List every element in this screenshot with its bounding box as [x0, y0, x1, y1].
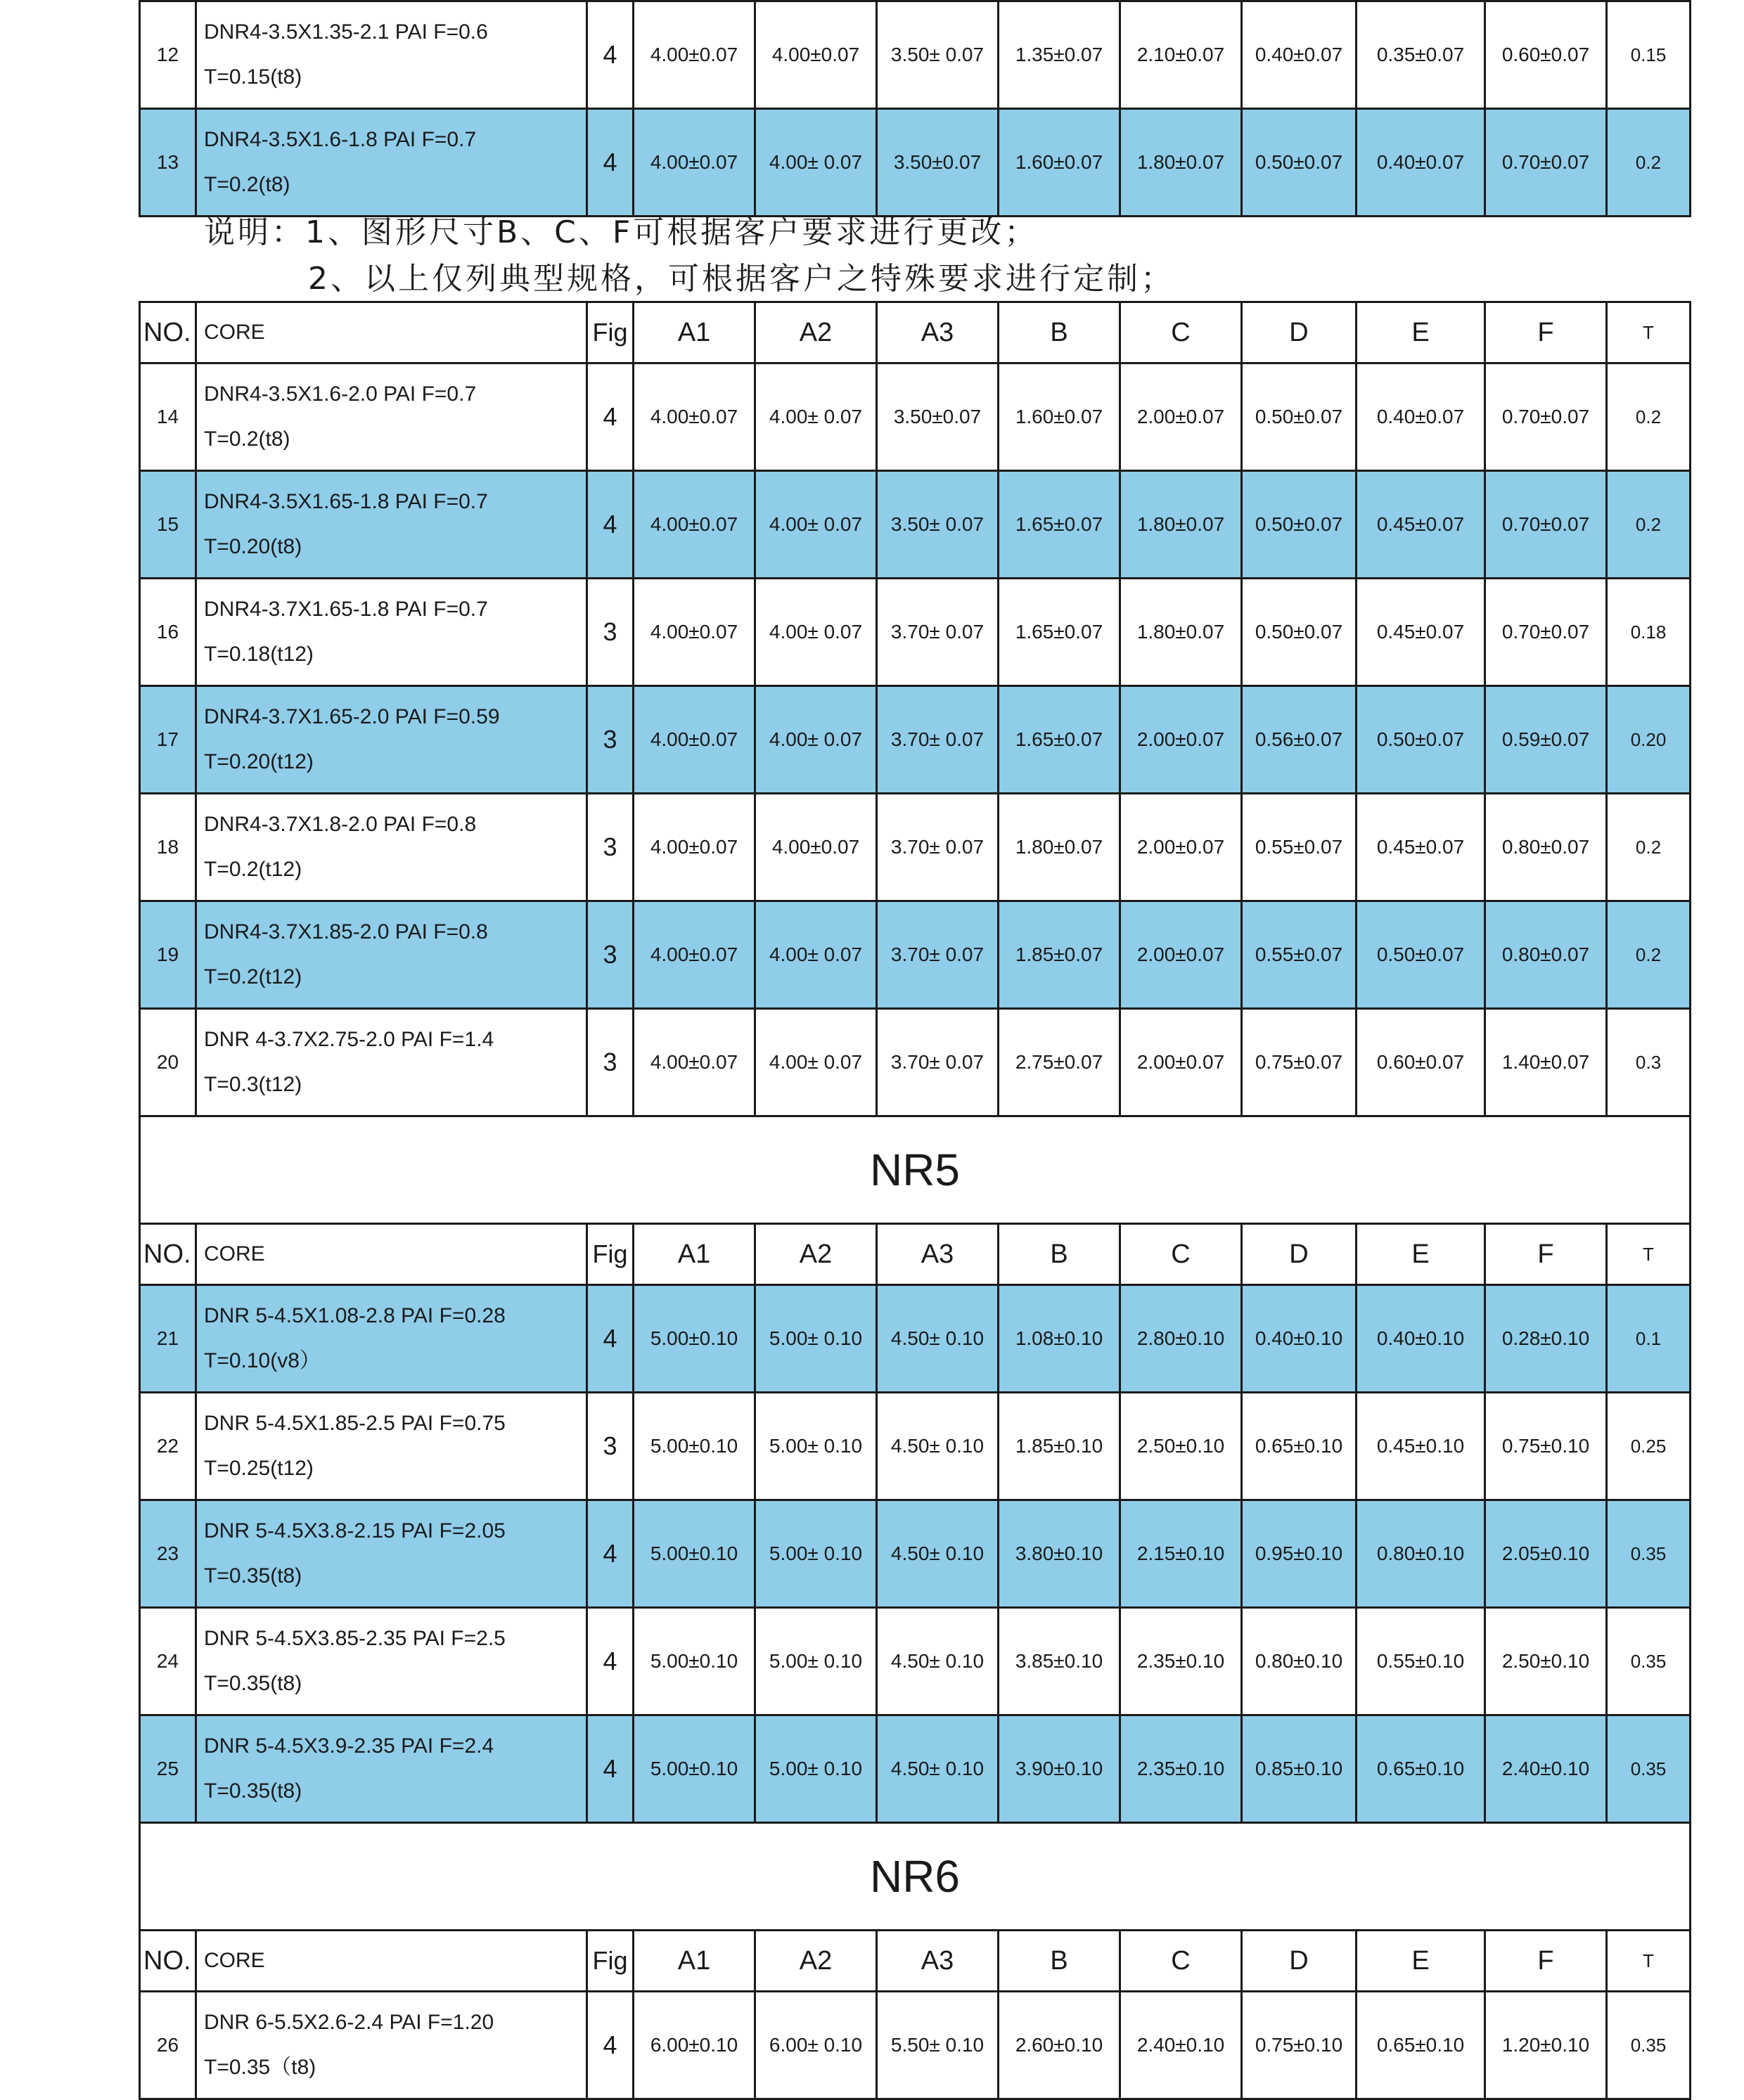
cell-a2: 5.00± 0.10	[755, 1393, 877, 1500]
table-row	[140, 794, 1691, 901]
cell-f: 1.40±0.07	[1485, 1009, 1607, 1116]
header-row	[140, 302, 1691, 363]
cell-a1: 5.00±0.10	[634, 1393, 755, 1500]
column-header-core: CORE	[196, 302, 587, 363]
cell-d: 0.55±0.07	[1242, 901, 1357, 1009]
cell-d: 0.55±0.07	[1242, 794, 1357, 901]
column-header-fig: Fig	[587, 1224, 634, 1285]
core-line-2: T=0.35(t8)	[204, 1564, 302, 1587]
cell-a1: 5.00±0.10	[634, 1715, 755, 1823]
core-line-2: T=0.20(t8)	[204, 535, 302, 558]
column-header-d: D	[1242, 302, 1357, 363]
cell-d: 0.50±0.07	[1242, 109, 1357, 217]
column-header-d: D	[1242, 1931, 1357, 1992]
cell-t: 0.18	[1607, 579, 1691, 686]
cell-a1: 4.00±0.07	[634, 686, 755, 794]
cell-a2: 5.00± 0.10	[755, 1608, 877, 1715]
table-row	[140, 109, 1691, 217]
cell-b: 1.80±0.07	[999, 794, 1120, 901]
cell-a1: 5.00±0.10	[634, 1608, 755, 1715]
spec-table-main	[139, 301, 1691, 2100]
column-header-t: T	[1607, 1224, 1691, 1285]
core-line-2: T=0.2(t12)	[204, 965, 302, 988]
cell-c: 2.00±0.07	[1120, 901, 1242, 1009]
cell-a3: 4.50± 0.10	[877, 1393, 999, 1500]
cell-t: 0.35	[1607, 1715, 1691, 1823]
cell-a3: 3.70± 0.07	[877, 901, 999, 1009]
cell-fig: 4	[587, 1715, 634, 1823]
cell-b: 3.90±0.10	[999, 1715, 1120, 1823]
note-line-1: 说明：1、图形尺寸B、C、F可根据客户要求进行更改；	[204, 214, 1039, 250]
core-line-1: DNR 5-4.5X1.85-2.5 PAI F=0.75	[204, 1412, 506, 1435]
cell-a2: 5.00± 0.10	[755, 1285, 877, 1393]
cell-c: 2.00±0.07	[1120, 1009, 1242, 1116]
cell-no: 21	[140, 1285, 196, 1393]
cell-a1: 6.00±0.10	[634, 1992, 755, 2099]
cell-a3: 3.50±0.07	[877, 109, 999, 217]
column-header-e: E	[1357, 1224, 1485, 1285]
cell-t: 0.1	[1607, 1285, 1691, 1393]
cell-a1: 4.00±0.07	[634, 1, 755, 109]
core-line-2: T=0.18(t12)	[204, 643, 314, 666]
column-header-a2: A2	[755, 302, 877, 363]
cell-fig: 3	[587, 1009, 634, 1116]
cell-f: 0.80±0.07	[1485, 901, 1607, 1009]
cell-e: 0.50±0.07	[1357, 686, 1485, 794]
column-header-b: B	[999, 1224, 1120, 1285]
core-line-2: T=0.15(t8)	[204, 65, 302, 89]
cell-core	[196, 471, 587, 579]
cell-t: 0.15	[1607, 1, 1691, 109]
cell-a1: 4.00±0.07	[634, 471, 755, 579]
cell-f: 0.80±0.07	[1485, 794, 1607, 901]
cell-f: 0.59±0.07	[1485, 686, 1607, 794]
cell-a1: 4.00±0.07	[634, 901, 755, 1009]
cell-d: 0.40±0.10	[1242, 1285, 1357, 1393]
cell-a1: 5.00±0.10	[634, 1285, 755, 1393]
cell-b: 1.65±0.07	[999, 579, 1120, 686]
cell-no: 23	[140, 1500, 196, 1608]
column-header-e: E	[1357, 302, 1485, 363]
cell-a2: 4.00±0.07	[755, 1, 877, 109]
cell-b: 2.75±0.07	[999, 1009, 1120, 1116]
cell-f: 0.70±0.07	[1485, 579, 1607, 686]
cell-d: 0.56±0.07	[1242, 686, 1357, 794]
cell-core	[196, 1393, 587, 1500]
cell-core	[196, 363, 587, 471]
cell-t: 0.25	[1607, 1393, 1691, 1500]
cell-e: 0.40±0.10	[1357, 1285, 1485, 1393]
cell-core	[196, 686, 587, 794]
cell-c: 1.80±0.07	[1120, 471, 1242, 579]
cell-f: 0.75±0.10	[1485, 1393, 1607, 1500]
core-line-1: DNR 5-4.5X3.8-2.15 PAI F=2.05	[204, 1519, 506, 1542]
core-line-2: T=0.2(t8)	[204, 173, 290, 196]
cell-no: 16	[140, 579, 196, 686]
column-header-c: C	[1120, 302, 1242, 363]
cell-fig: 3	[587, 579, 634, 686]
cell-a2: 6.00± 0.10	[755, 1992, 877, 2099]
cell-no: 20	[140, 1009, 196, 1116]
table-body	[140, 1, 1691, 217]
table-row	[140, 1715, 1691, 1823]
cell-c: 2.15±0.10	[1120, 1500, 1242, 1608]
cell-f: 0.60±0.07	[1485, 1, 1607, 109]
cell-no: 15	[140, 471, 196, 579]
cell-fig: 4	[587, 1, 634, 109]
column-header-core: CORE	[196, 1931, 587, 1992]
cell-d: 0.75±0.07	[1242, 1009, 1357, 1116]
cell-core	[196, 1009, 587, 1116]
core-line-2: T=0.10(v8）	[204, 1349, 321, 1372]
cell-fig: 3	[587, 901, 634, 1009]
column-header-c: C	[1120, 1931, 1242, 1992]
cell-no: 12	[140, 1, 196, 109]
cell-c: 1.80±0.07	[1120, 109, 1242, 217]
cell-f: 0.28±0.10	[1485, 1285, 1607, 1393]
cell-a1: 4.00±0.07	[634, 363, 755, 471]
cell-core	[196, 1285, 587, 1393]
core-line-1: DNR 4-3.7X2.75-2.0 PAI F=1.4	[204, 1028, 494, 1051]
cell-fig: 4	[587, 363, 634, 471]
cell-e: 0.40±0.07	[1357, 363, 1485, 471]
cell-c: 2.10±0.07	[1120, 1, 1242, 109]
column-header-b: B	[999, 302, 1120, 363]
column-header-a2: A2	[755, 1931, 877, 1992]
cell-t: 0.3	[1607, 1009, 1691, 1116]
cell-a2: 4.00± 0.07	[755, 1009, 877, 1116]
cell-no: 25	[140, 1715, 196, 1823]
column-header-a3: A3	[877, 302, 999, 363]
cell-a3: 4.50± 0.10	[877, 1285, 999, 1393]
cell-no: 14	[140, 363, 196, 471]
cell-t: 0.35	[1607, 1608, 1691, 1715]
cell-core	[196, 1, 587, 109]
cell-core	[196, 901, 587, 1009]
column-header-a1: A1	[634, 1931, 755, 1992]
column-header-t: T	[1607, 1931, 1691, 1992]
core-line-2: T=0.2(t12)	[204, 858, 302, 881]
cell-a3: 5.50± 0.10	[877, 1992, 999, 2099]
column-header-no: NO.	[140, 1931, 196, 1992]
table-row	[140, 579, 1691, 686]
cell-f: 1.20±0.10	[1485, 1992, 1607, 2099]
cell-no: 18	[140, 794, 196, 901]
cell-a3: 3.50±0.07	[877, 363, 999, 471]
cell-d: 0.50±0.07	[1242, 363, 1357, 471]
cell-no: 24	[140, 1608, 196, 1715]
column-header-t: T	[1607, 302, 1691, 363]
header-row	[140, 1224, 1691, 1285]
table-row	[140, 471, 1691, 579]
cell-fig: 4	[587, 109, 634, 217]
cell-a2: 5.00± 0.10	[755, 1500, 877, 1608]
cell-d: 0.85±0.10	[1242, 1715, 1357, 1823]
table-row	[140, 363, 1691, 471]
header-row	[140, 1931, 1691, 1992]
notes-block	[204, 210, 1174, 302]
table-row	[140, 686, 1691, 794]
cell-fig: 4	[587, 471, 634, 579]
cell-a2: 5.00± 0.10	[755, 1715, 877, 1823]
cell-a3: 4.50± 0.10	[877, 1715, 999, 1823]
cell-d: 0.80±0.10	[1242, 1608, 1357, 1715]
cell-e: 0.80±0.10	[1357, 1500, 1485, 1608]
column-header-fig: Fig	[587, 1931, 634, 1992]
column-header-a1: A1	[634, 1224, 755, 1285]
cell-c: 2.00±0.07	[1120, 794, 1242, 901]
cell-a2: 4.00± 0.07	[755, 109, 877, 217]
cell-no: 19	[140, 901, 196, 1009]
table-row	[140, 1608, 1691, 1715]
core-line-2: T=0.2(t8)	[204, 427, 290, 451]
cell-a3: 3.70± 0.07	[877, 686, 999, 794]
cell-no: 17	[140, 686, 196, 794]
column-header-a3: A3	[877, 1931, 999, 1992]
core-line-1: DNR4-3.5X1.6-2.0 PAI F=0.7	[204, 382, 477, 406]
cell-e: 0.60±0.07	[1357, 1009, 1485, 1116]
cell-b: 1.60±0.07	[999, 363, 1120, 471]
core-line-1: DNR4-3.7X1.65-2.0 PAI F=0.59	[204, 705, 500, 728]
cell-core	[196, 1608, 587, 1715]
cell-fig: 3	[587, 686, 634, 794]
cell-a3: 4.50± 0.10	[877, 1608, 999, 1715]
column-header-b: B	[999, 1931, 1120, 1992]
cell-e: 0.65±0.10	[1357, 1715, 1485, 1823]
core-line-1: DNR4-3.5X1.65-1.8 PAI F=0.7	[204, 490, 488, 513]
core-line-1: DNR 6-5.5X2.6-2.4 PAI F=1.20	[204, 2011, 494, 2034]
core-line-2: T=0.35（t8)	[204, 2056, 316, 2079]
core-line-1: DNR4-3.5X1.6-1.8 PAI F=0.7	[204, 128, 477, 151]
cell-b: 1.85±0.10	[999, 1393, 1120, 1500]
cell-core	[196, 109, 587, 217]
spec-table-top	[139, 0, 1691, 217]
column-header-no: NO.	[140, 302, 196, 363]
cell-fig: 4	[587, 1285, 634, 1393]
core-line-2: T=0.35(t8)	[204, 1672, 302, 1695]
column-header-a2: A2	[755, 1224, 877, 1285]
cell-t: 0.2	[1607, 901, 1691, 1009]
core-line-1: DNR4-3.7X1.65-1.8 PAI F=0.7	[204, 598, 488, 621]
cell-no: 26	[140, 1992, 196, 2099]
core-line-1: DNR4-3.5X1.35-2.1 PAI F=0.6	[204, 20, 488, 44]
cell-fig: 3	[587, 794, 634, 901]
cell-t: 0.35	[1607, 1992, 1691, 2099]
cell-f: 2.40±0.10	[1485, 1715, 1607, 1823]
cell-a2: 4.00± 0.07	[755, 363, 877, 471]
cell-a2: 4.00± 0.07	[755, 901, 877, 1009]
cell-t: 0.2	[1607, 109, 1691, 217]
cell-d: 0.40±0.07	[1242, 1, 1357, 109]
cell-t: 0.2	[1607, 363, 1691, 471]
cell-no: 22	[140, 1393, 196, 1500]
cell-e: 0.35±0.07	[1357, 1, 1485, 109]
cell-b: 1.08±0.10	[999, 1285, 1120, 1393]
table-body	[140, 1285, 1691, 1823]
table-row	[140, 1, 1691, 109]
cell-c: 2.80±0.10	[1120, 1285, 1242, 1393]
cell-f: 0.70±0.07	[1485, 109, 1607, 217]
section-title-nr5: NR5	[140, 1116, 1691, 1224]
cell-a1: 4.00±0.07	[634, 794, 755, 901]
cell-fig: 4	[587, 1608, 634, 1715]
cell-d: 0.95±0.10	[1242, 1500, 1357, 1608]
table-row	[140, 1009, 1691, 1116]
cell-b: 1.60±0.07	[999, 109, 1120, 217]
column-header-e: E	[1357, 1931, 1485, 1992]
column-header-f: F	[1485, 1931, 1607, 1992]
cell-a2: 4.00± 0.07	[755, 686, 877, 794]
core-line-1: DNR 5-4.5X1.08-2.8 PAI F=0.28	[204, 1304, 506, 1327]
cell-e: 0.45±0.07	[1357, 579, 1485, 686]
cell-a2: 4.00± 0.07	[755, 471, 877, 579]
cell-a3: 3.70± 0.07	[877, 1009, 999, 1116]
table-body	[140, 302, 1691, 363]
cell-c: 2.35±0.10	[1120, 1608, 1242, 1715]
cell-c: 1.80±0.07	[1120, 579, 1242, 686]
cell-d: 0.65±0.10	[1242, 1393, 1357, 1500]
cell-e: 0.45±0.10	[1357, 1393, 1485, 1500]
cell-b: 3.85±0.10	[999, 1608, 1120, 1715]
column-header-d: D	[1242, 1224, 1357, 1285]
cell-c: 2.50±0.10	[1120, 1393, 1242, 1500]
cell-e: 0.55±0.10	[1357, 1608, 1485, 1715]
cell-d: 0.50±0.07	[1242, 579, 1357, 686]
column-header-fig: Fig	[587, 302, 634, 363]
table-row	[140, 1285, 1691, 1393]
cell-d: 0.50±0.07	[1242, 471, 1357, 579]
column-header-f: F	[1485, 302, 1607, 363]
cell-d: 0.75±0.10	[1242, 1992, 1357, 2099]
cell-t: 0.2	[1607, 471, 1691, 579]
cell-b: 3.80±0.10	[999, 1500, 1120, 1608]
cell-t: 0.35	[1607, 1500, 1691, 1608]
cell-e: 0.45±0.07	[1357, 471, 1485, 579]
cell-a2: 4.00± 0.07	[755, 579, 877, 686]
cell-a3: 3.50± 0.07	[877, 1, 999, 109]
cell-b: 2.60±0.10	[999, 1992, 1120, 2099]
cell-f: 0.70±0.07	[1485, 363, 1607, 471]
cell-a3: 3.70± 0.07	[877, 579, 999, 686]
cell-e: 0.45±0.07	[1357, 794, 1485, 901]
cell-f: 2.50±0.10	[1485, 1608, 1607, 1715]
core-line-2: T=0.3(t12)	[204, 1073, 302, 1096]
table-row	[140, 1393, 1691, 1500]
cell-a1: 4.00±0.07	[634, 109, 755, 217]
cell-fig: 4	[587, 1500, 634, 1608]
core-line-2: T=0.20(t12)	[204, 750, 314, 773]
cell-core	[196, 579, 587, 686]
cell-b: 1.65±0.07	[999, 471, 1120, 579]
cell-e: 0.65±0.10	[1357, 1992, 1485, 2099]
cell-f: 0.70±0.07	[1485, 471, 1607, 579]
cell-a1: 4.00±0.07	[634, 579, 755, 686]
cell-a2: 4.00±0.07	[755, 794, 877, 901]
section-nr6	[140, 1823, 1691, 1992]
table-row	[140, 901, 1691, 1009]
core-line-2: T=0.25(t12)	[204, 1457, 314, 1480]
column-header-f: F	[1485, 1224, 1607, 1285]
cell-t: 0.2	[1607, 794, 1691, 901]
core-line-1: DNR4-3.7X1.8-2.0 PAI F=0.8	[204, 813, 477, 836]
column-header-a1: A1	[634, 302, 755, 363]
cell-f: 2.05±0.10	[1485, 1500, 1607, 1608]
cell-e: 0.50±0.07	[1357, 901, 1485, 1009]
cell-fig: 4	[587, 1992, 634, 2099]
cell-e: 0.40±0.07	[1357, 109, 1485, 217]
table-row	[140, 1500, 1691, 1608]
core-line-1: DNR 5-4.5X3.9-2.35 PAI F=2.4	[204, 1734, 494, 1758]
cell-c: 2.35±0.10	[1120, 1715, 1242, 1823]
column-header-no: NO.	[140, 1224, 196, 1285]
cell-core	[196, 1715, 587, 1823]
cell-b: 1.65±0.07	[999, 686, 1120, 794]
column-header-c: C	[1120, 1224, 1242, 1285]
column-header-a3: A3	[877, 1224, 999, 1285]
cell-a1: 5.00±0.10	[634, 1500, 755, 1608]
cell-t: 0.20	[1607, 686, 1691, 794]
cell-a1: 4.00±0.07	[634, 1009, 755, 1116]
cell-c: 2.00±0.07	[1120, 686, 1242, 794]
section-title-nr6: NR6	[140, 1823, 1691, 1931]
cell-c: 2.00±0.07	[1120, 363, 1242, 471]
section-nr5	[140, 1116, 1691, 1285]
cell-no: 13	[140, 109, 196, 217]
cell-a3: 3.70± 0.07	[877, 794, 999, 901]
core-line-1: DNR 5-4.5X3.85-2.35 PAI F=2.5	[204, 1627, 506, 1650]
column-header-core: CORE	[196, 1224, 587, 1285]
note-line-2: 2、以上仅列典型规格，可根据客户之特殊要求进行定制；	[308, 261, 1174, 297]
cell-core	[196, 794, 587, 901]
cell-a3: 3.50± 0.07	[877, 471, 999, 579]
cell-b: 1.35±0.07	[999, 1, 1120, 109]
cell-core	[196, 1500, 587, 1608]
cell-fig: 3	[587, 1393, 634, 1500]
cell-a3: 4.50± 0.10	[877, 1500, 999, 1608]
core-line-2: T=0.35(t8)	[204, 1779, 302, 1803]
table-body	[140, 363, 1691, 1116]
cell-c: 2.40±0.10	[1120, 1992, 1242, 2099]
core-line-1: DNR4-3.7X1.85-2.0 PAI F=0.8	[204, 920, 488, 943]
cell-b: 1.85±0.07	[999, 901, 1120, 1009]
